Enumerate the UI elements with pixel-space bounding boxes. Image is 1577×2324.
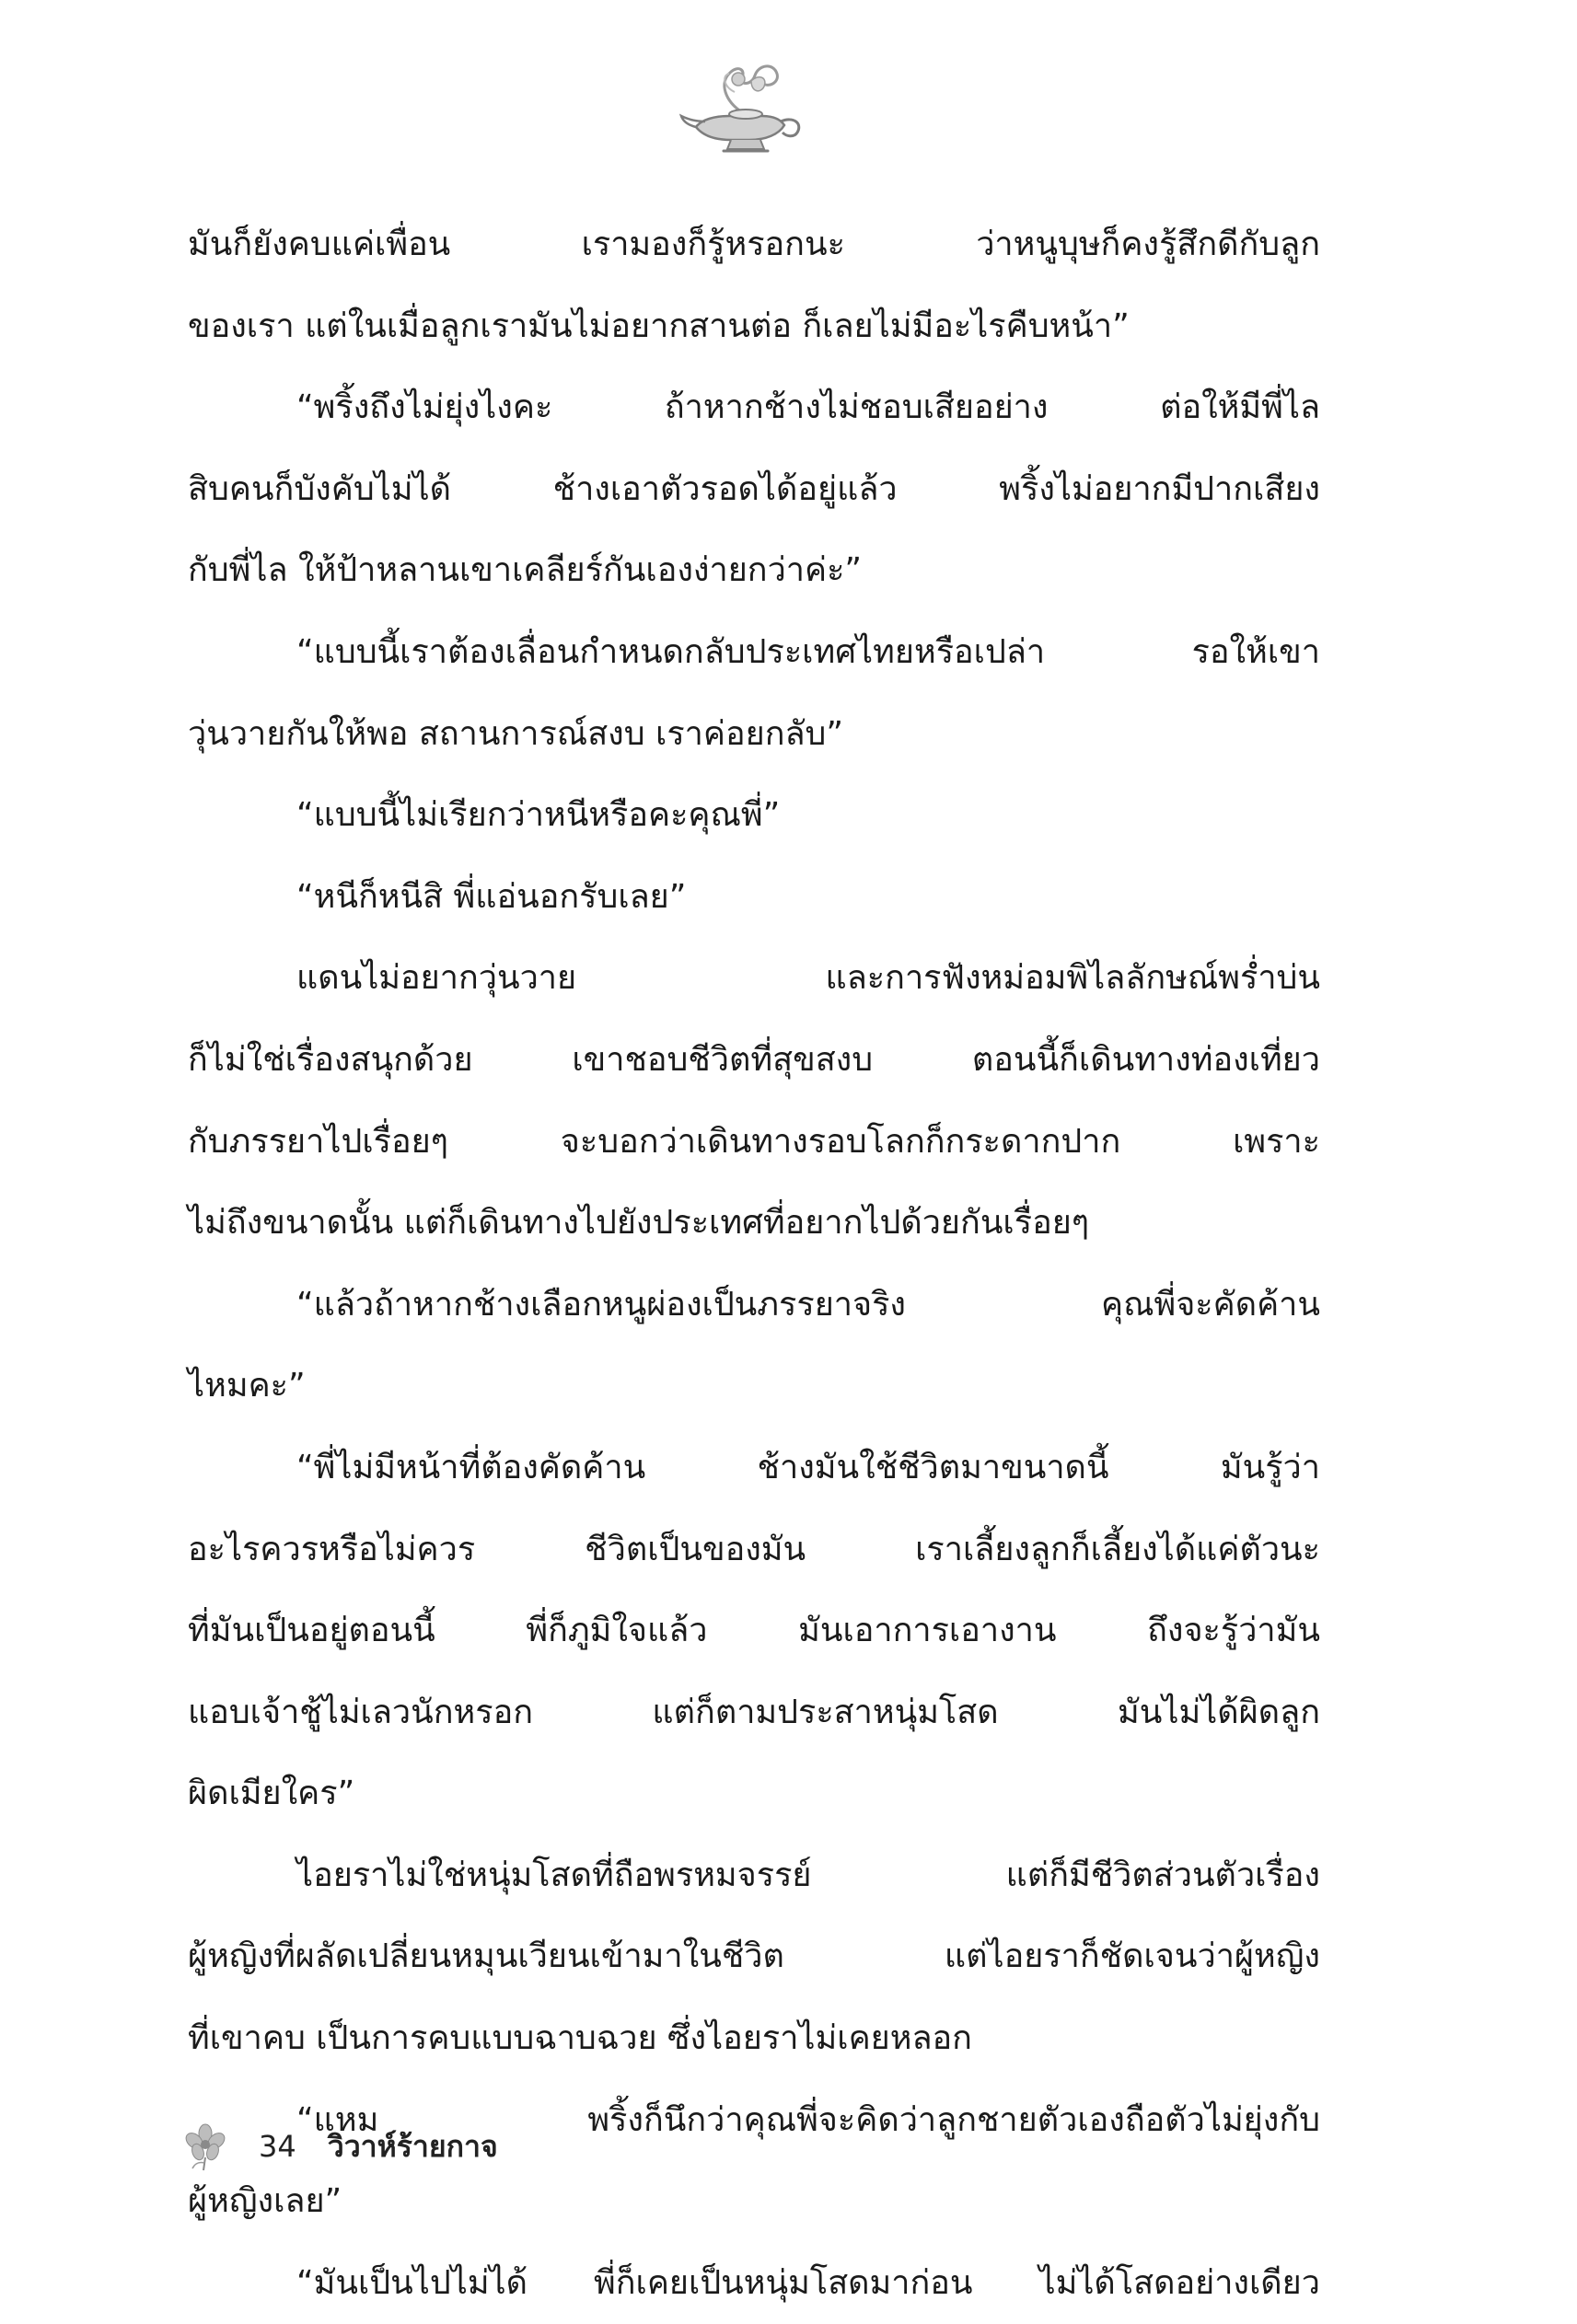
text-line: แอบเจ้าชู้ไม่เลวนักหรอก แต่ก็ตามประสาหนุ่มโสด มันไม่ได้ผิดลูก (188, 1693, 1320, 1731)
text-line: สิบคนก็บังคับไม่ได้ ช้างเอาตัวรอดได้อยู่แล้ว พริ้งไม่อยากมีปากเสียง (188, 469, 1320, 508)
text-line: “หนีก็หนีสิ พี่แอ่นอกรับเลย” (296, 877, 687, 916)
page-number: 34 (259, 2129, 296, 2164)
genie-lamp-icon (678, 55, 806, 156)
text-line: “แล้วถ้าหากช้างเลือกหนูผ่องเป็นภรรยาจริง คุณพี่จะคัดค้าน (296, 1285, 1320, 1324)
text-line: แดนไม่อยากวุ่นวาย และการฟังหม่อมพิไลลักษณ์พร่ำบ่น (296, 959, 1320, 998)
text-line: ที่เขาคบ เป็นการคบแบบฉาบฉวย ซึ่งไอยราไม่เคยหลอก (188, 2019, 972, 2058)
text-line: ผิดเมียใคร” (188, 1775, 355, 1813)
text-line: “แบบนี้เราต้องเลื่อนกำหนดกลับประเทศไทยหรือเปล่า รอให้เขา (296, 632, 1320, 671)
text-line: ไม่ถึงขนาดนั้น แต่ก็เดินทางไปยังประเทศที่อยากไปด้วยกันเรื่อยๆ (188, 1204, 1090, 1243)
text-line: ไหมคะ” (188, 1367, 306, 1405)
text-line: อะไรควรหรือไม่ควร ชีวิตเป็นของมัน เราเลี้ยงลูกก็เลี้ยงได้แค่ตัวนะ (188, 1530, 1320, 1568)
text-line: ผู้หญิงที่ผลัดเปลี่ยนหมุนเวียนเข้ามาในชีวิต แต่ไอยราก็ชัดเจนว่าผู้หญิง (188, 1937, 1320, 1976)
text-line: ที่มันเป็นอยู่ตอนนี้ พี่ก็ภูมิใจแล้ว มันเอาการเอางาน ถึงจะรู้ว่ามัน (188, 1612, 1320, 1650)
book-title: วิวาห์ร้ายกาจ (327, 2128, 498, 2164)
text-line: “พี่ไม่มีหน้าที่ต้องคัดค้าน ช้างมันใช้ชีวิตมาขนาดนี้ มันรู้ว่า (296, 1448, 1320, 1486)
text-line: “พริ้งถึงไม่ยุ่งไงคะ ถ้าหากช้างไม่ชอบเสียอย่าง ต่อให้มีพี่ไล (296, 388, 1320, 427)
text-line: ก็ไม่ใช่เรื่องสนุกด้วย เขาชอบชีวิตที่สุขสงบ ตอนนี้ก็เดินทางท่องเที่ยว (188, 1040, 1320, 1079)
text-line: ผู้หญิงเลย” (188, 2182, 342, 2221)
text-line: วุ่นวายกันให้พอ สถานการณ์สงบ เราค่อยกลับ” (188, 714, 844, 753)
flower-icon (180, 2121, 231, 2172)
text-line: “แหม พริ้งก็นึกว่าคุณพี่จะคิดว่าลูกชายตัวเองถือตัวไม่ยุ่งกับ (296, 2100, 1320, 2139)
text-line: “มันเป็นไปไม่ได้ พี่ก็เคยเป็นหนุ่มโสดมาก่อน ไม่ได้โสดอย่างเดียว (296, 2263, 1320, 2302)
body-text (188, 204, 1320, 2324)
text-line: ไอยราไม่ใช่หนุ่มโสดที่ถือพรหมจรรย์ แต่ก็มีชีวิตส่วนตัวเรื่อง (296, 1856, 1320, 1894)
text-line: กับพี่ไล ให้ป้าหลานเขาเคลียร์กันเองง่ายกว่าค่ะ” (188, 551, 863, 590)
page-footer (180, 2119, 498, 2174)
text-line: ของเรา แต่ในเมื่อลูกเรามันไม่อยากสานต่อ ก็เลยไม่มีอะไรคืบหน้า” (188, 306, 1130, 345)
text-line: มันก็ยังคบแค่เพื่อน เรามองก็รู้หรอกนะ ว่าหนูบุษก็คงรู้สึกดีกับลูก (188, 225, 1320, 263)
text-line: กับภรรยาไปเรื่อยๆ จะบอกว่าเดินทางรอบโลกก็กระดากปาก เพราะ (188, 1122, 1320, 1161)
text-line: “แบบนี้ไม่เรียกว่าหนีหรือคะคุณพี่” (296, 796, 781, 835)
